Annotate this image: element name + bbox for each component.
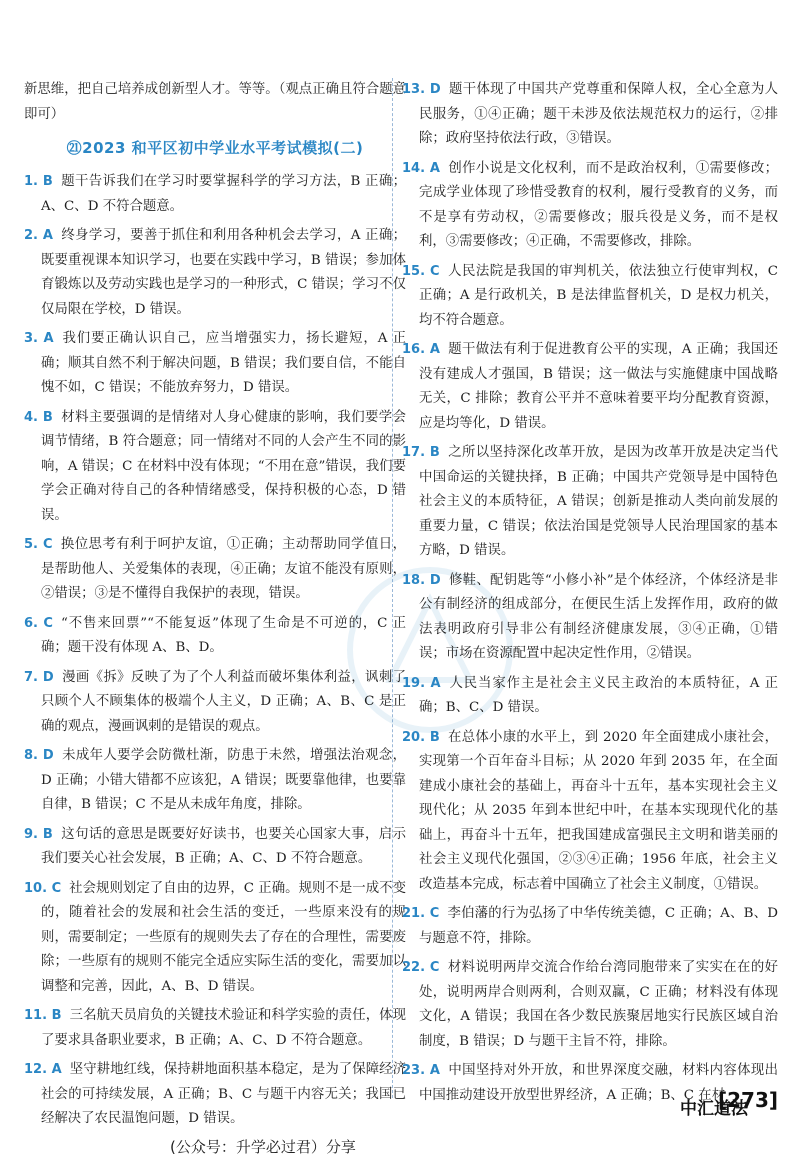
answer-text: 材料说明两岸交流合作给台湾同胞带来了实实在在的好处，说明两岸合则两利，合则双赢，C 正确；材料没有体现文化，A 错误；我国在各少数民族聚居地实行民族区域自治制度，B 错误；D 与题干主旨不符，排除。 (419, 960, 778, 1049)
answer-item (24, 170, 406, 219)
answer-number: 17. B (402, 445, 440, 460)
answer-number: 19. A (402, 675, 441, 691)
answer-item (402, 338, 778, 436)
answer-number: 12. A (24, 1062, 62, 1077)
answer-number: 4. B (24, 409, 53, 425)
intro-paragraph: 新思维，把自己培养成创新型人才。等等。（观点正确且符合题意即可） (24, 82, 406, 122)
answer-text: 中国坚持对外开放，和世界深度交融，材料内容体现出中国推动建设开放型世界经济，A 正确；B、C 在材 (419, 1063, 778, 1103)
answer-number: 22. C (402, 960, 440, 975)
answer-number: 1. B (24, 174, 53, 189)
answer-text: 李伯藩的行为弘扬了中华传统美德，C 正确；A、B、D 与题意不符，排除。 (419, 906, 778, 946)
right-column (402, 78, 778, 1113)
answer-item (24, 612, 406, 661)
answer-item (24, 666, 406, 740)
answer-item (24, 224, 406, 322)
answer-text: 社会规则划定了自由的边界，C 正确。规则不是一成不变的，随着社会的发展和社会生活的变迁，一些原来没有的规则，需要制定；一些原有的规则失去了存在的合理性，需要废除；一些原有的规则不能完全适应实际生活的变化，需要加以调整和完善，因此，A、B、D 错误。 (41, 880, 406, 994)
answer-item (402, 956, 778, 1054)
answer-item (402, 157, 778, 255)
answer-list-left (24, 170, 406, 1132)
answer-number: 21. C (402, 906, 440, 921)
section-title: ㉑2023 和平区初中学业水平考试模拟(二) (66, 139, 364, 157)
answer-item (402, 569, 778, 667)
answer-text: 我们要正确认识自己，应当增强实力，扬长避短，A 正确；顺其自然不利于解决问题，B 错误；我们要自信，不能自愧不如，C 错误；不能放弃努力，D 错误。 (41, 331, 406, 395)
answer-number: 18. D (402, 572, 441, 588)
answer-text: “不售来回票”“不能复返”体现了生命是不可逆的，C 正确；题干没有体现 A、B、D。 (41, 615, 406, 655)
footer-brand: 中汇道法 (680, 1099, 748, 1119)
answer-number: 8. D (24, 748, 54, 763)
answer-number: 9. B (24, 826, 53, 842)
answer-number: 7. D (24, 669, 54, 685)
answer-number: 6. C (24, 615, 53, 631)
answer-text: 未成年人要学会防微杜渐，防患于未然，增强法治观念，D 正确；小错大错都不应该犯，A 错误；既要靠他律，也要靠自律，B 错误；C 不是从未成年角度，排除。 (41, 748, 406, 812)
answer-item (24, 1004, 406, 1053)
answer-text: 三名航天员肩负的关键技术验证和科学实验的责任，体现了要求具备职业要求，B 正确；A、C、D 不符合题意。 (41, 1008, 407, 1048)
answer-list-right (402, 78, 778, 1108)
answer-number: 2. A (24, 228, 53, 243)
answer-number: 16. A (402, 342, 440, 357)
answer-text: 在总体小康的水平上，到 2020 年全面建成小康社会，实现第一个百年奋斗目标；从 2020 年到 2035 年，在全面建成小康社会的基础上，再奋斗十五年，基本实现社会主义现代化；从 2035 年到本世纪中叶，在基本实现现代化的基础上，再奋斗十五年，把我国建成富强民主文明和谐美丽的社会主义现代化强国，②③④正确；1956 年底，社会主义改造基本完成，标志着中国确立了社会主义制度，①错误。 (419, 729, 778, 892)
answer-text: 坚守耕地红线，保持耕地面积基本稳定，是为了保障经济社会的可持续发展，A 正确；B、C 与题干内容无关；我国已经解决了农民温饱问题，D 错误。 (41, 1062, 406, 1126)
answer-item (402, 78, 778, 152)
answer-item (24, 823, 406, 872)
answer-text: 这句话的意思是既要好好读书，也要关心国家大事，启示我们要关心社会发展，B 正确；A、C、D 不符合题意。 (41, 826, 407, 866)
answer-item (24, 533, 406, 607)
answer-text: 终身学习，要善于抓住和利用各种机会去学习，A 正确；既要重视课本知识学习，也要在实践中学习，B 错误；参加体育锻炼以及劳动实践也是学习的一种形式，C 错误；学习不仅仅局限在学校，D 错误。 (41, 228, 406, 317)
answer-text: 创作小说是文化权利，而不是政治权利，①需要修改；完成学业体现了珍惜受教育的权利，履行受教育的义务，而不是享有劳动权，②需要修改；服兵役是义务，而不是权利，③需要修改；④正确，不需要修改，排除。 (419, 160, 778, 249)
answer-text: 人民法院是我国的审判机关，依法独立行使审判权，C 正确；A 是行政机关，B 是法律监督机关，D 是权力机关，均不符合题意。 (419, 263, 778, 328)
answer-number: 23. A (402, 1063, 440, 1078)
answer-item (24, 327, 406, 401)
answer-number: 20. B (402, 729, 440, 745)
answer-text: 人民当家作主是社会主义民主政治的本质特征，A 正确；B、C、D 错误。 (419, 675, 778, 715)
answer-number: 13. D (402, 82, 441, 97)
answer-text: 漫画《拆》反映了为了个人利益而破坏集体利益，讽刺了只顾个人不顾集体的极端个人主义，D 正确；A、B、C 是正确的观点，漫画讽刺的是错误的观点。 (41, 669, 406, 734)
answer-item (402, 441, 778, 564)
answer-item (24, 1058, 406, 1132)
answer-text: 换位思考有利于呵护友谊，①正确；主动帮助同学值日，是帮助他人、关爱集体的表现，④正确；友谊不能没有原则，②错误；③是不懂得自我保护的表现，错误。 (41, 537, 406, 601)
answer-text: 题干告诉我们在学习时要掌握科学的学习方法，B 正确；A、C、D 不符合题意。 (41, 174, 406, 214)
answer-text: 题干体现了中国共产党尊重和保障人权，全心全意为人民服务，①④正确；题干未涉及依法规范权力的运行，②排除；政府坚持依法行政，③错误。 (419, 82, 778, 146)
left-column (24, 78, 406, 1137)
answer-item (24, 877, 406, 1000)
answer-text: 之所以坚持深化改革开放，是因为改革开放是决定当代中国命运的关键抉择，B 正确；中国共产党领导是中国特色社会主义的本质特征，A 错误；创新是推动人类向前发展的重要力量，C 错误；依法治国是党领导人民治理国家的基本方略，D 错误。 (419, 445, 779, 558)
answer-text: 题干做法有利于促进教育公平的实现，A 正确；我国还没有建成人才强国，B 错误；这一做法与实施健康中国战略无关，C 排除；教育公平并不意味着要平均分配教育资源，应是均等化，D 错误。 (419, 342, 778, 431)
answer-number: 14. A (402, 160, 440, 176)
answer-item (402, 260, 778, 334)
answer-number: 5. C (24, 537, 53, 552)
answer-item (402, 726, 778, 898)
answer-text: 材料主要强调的是情绪对人身心健康的影响，我们要学会调节情绪，B 符合题意；同一情绪对不同的人会产生不同的影响，A 错误；C 在材料中没有体现；“不用在意”错误，我们要学会正确对待自己的各种情绪感受，保持积极的心态，D 错误。 (41, 409, 407, 523)
answer-item (402, 672, 778, 721)
answer-number: 15. C (402, 263, 440, 279)
answer-item (24, 406, 406, 529)
answer-number: 10. C (24, 880, 62, 896)
bottom-note: (公众号：升学必过君）分享 (170, 1138, 356, 1156)
answer-number: 11. B (24, 1008, 62, 1023)
page-number: [273] (717, 1088, 778, 1112)
answer-text: 修鞋、配钥匙等“小修小补”是个体经济，个体经济是非公有制经济的组成部分，在便民生活上发挥作用，政府的做法表明政府引导非公有制经济健康发展，③④正确，①错误；市场在资源配置中起决定性作用，②错误。 (419, 572, 778, 661)
answer-item (402, 902, 778, 951)
answer-item (24, 744, 406, 818)
answer-number: 3. A (24, 331, 54, 346)
